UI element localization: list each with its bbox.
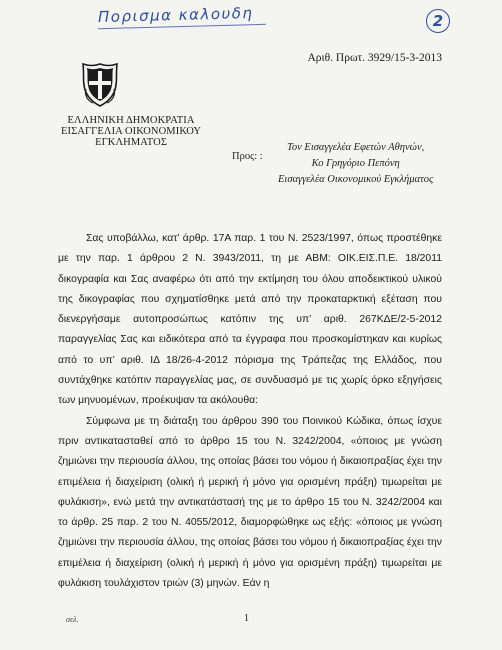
handwritten-page-mark: 2 [426,9,450,33]
recipient-block [278,140,433,188]
footer-page-number: 1 [244,613,249,624]
recipient-line-3: Εισαγγελέα Οικονομικού Εγκλήματος [278,174,434,185]
recipient-line-1: Τον Εισαγγελέα Εφετών Αθηνών, [287,142,425,153]
sender-block [61,115,201,148]
body-paragraph-1: Σας υποβάλλω, κατ’ άρθρ. 17Α παρ. 1 του Ν. 2523/1997, όπως προστέθηκε με την παρ. 1 άρθρου 2 Ν. 3943/2011, τη με ΑΒΜ: ΟΙΚ.ΕΙΣ.Π.Ε. 18/2011 δικογραφία και Σας αναφέρω ότι από την εκτίμηση του όλου αποδεικτικού υλικού της δικογραφίας που σχηματίσθηκε μετά από την προκαταρκτική εξέταση που διενεργήσαμε αυτοπροσώπως κατόπιν της υπ’ αριθ. 267ΚΔΕ/2-5-2012 παραγγελίας Σας και ειδικότερα από τα έγγραφα που προσκομίστηκαν και κυρίως από το υπ’ αριθ. ΙΔ 18/26-4-2012 πόρισμα της Τράπεζας της Ελλάδος, που συντάχθηκε κατόπιν παραγγελίας μας, σε συνδυασμό με τις χωρίς όρκο εξηγήσεις των μηνυομένων, προέκυψαν τα ακόλουθα: [58,233,442,407]
handwritten-note: Πορισμα καλουδη [97,3,254,27]
greek-coat-of-arms-icon [80,63,120,107]
sender-line-office-cont: ΕΓΚΛΗΜΑΤΟΣ [95,137,168,148]
document-body [58,229,442,594]
footer-page-label: σελ. [66,615,79,624]
recipient-line-2: Κο Γρηγόριο Πεπόνη [311,158,400,169]
protocol-number: Αριθ. Πρωτ. 3929/15-3-2013 [307,52,442,64]
sender-line-office: ΕΙΣΑΓΓΕΛΙΑ ΟΙΚΟΝΟΜΙΚΟΥ [61,126,202,137]
sender-line-country: ΕΛΛΗΝΙΚΗ ΔΗΜΟΚΡΑΤΙΑ [67,115,195,126]
body-paragraph-2: Σύμφωνα με τη διάταξη του άρθρου 390 του Ποινικού Κώδικα, όπως ίσχυε πριν αντικατασταθεί από το άρθρο 15 του Ν. 3242/2004, «όποιος με γνώση ζημιώνει την περιουσία άλλου, της οποίας βάσει του νόμου ή δικαιοπραξίας έχει την επιμέλεια ή διαχείριση (ολική ή μερική ή μόνο για ορισμένη πράξη) τιμωρείται με φυλάκιση», ενώ μετά την αντικατάστασή της με το άρθρο 15 του Ν. 3242/2004 και το άρθρ. 25 παρ. 2 του Ν. 4055/2012, διαμορφώθηκε ως εξής: «όποιος με γνώση ζημιώνει την περιουσία άλλου, της οποίας βάσει του νόμου ή δικαιοπραξίας έχει την επιμέλεια ή διαχείριση (ολική ή μερική ή μόνο για ορισμένη πράξη) τιμωρείται με φυλάκιση τουλάχιστον τριών (3) μηνών. Εάν η [58,415,442,590]
to-label: Προς: : [232,151,263,162]
